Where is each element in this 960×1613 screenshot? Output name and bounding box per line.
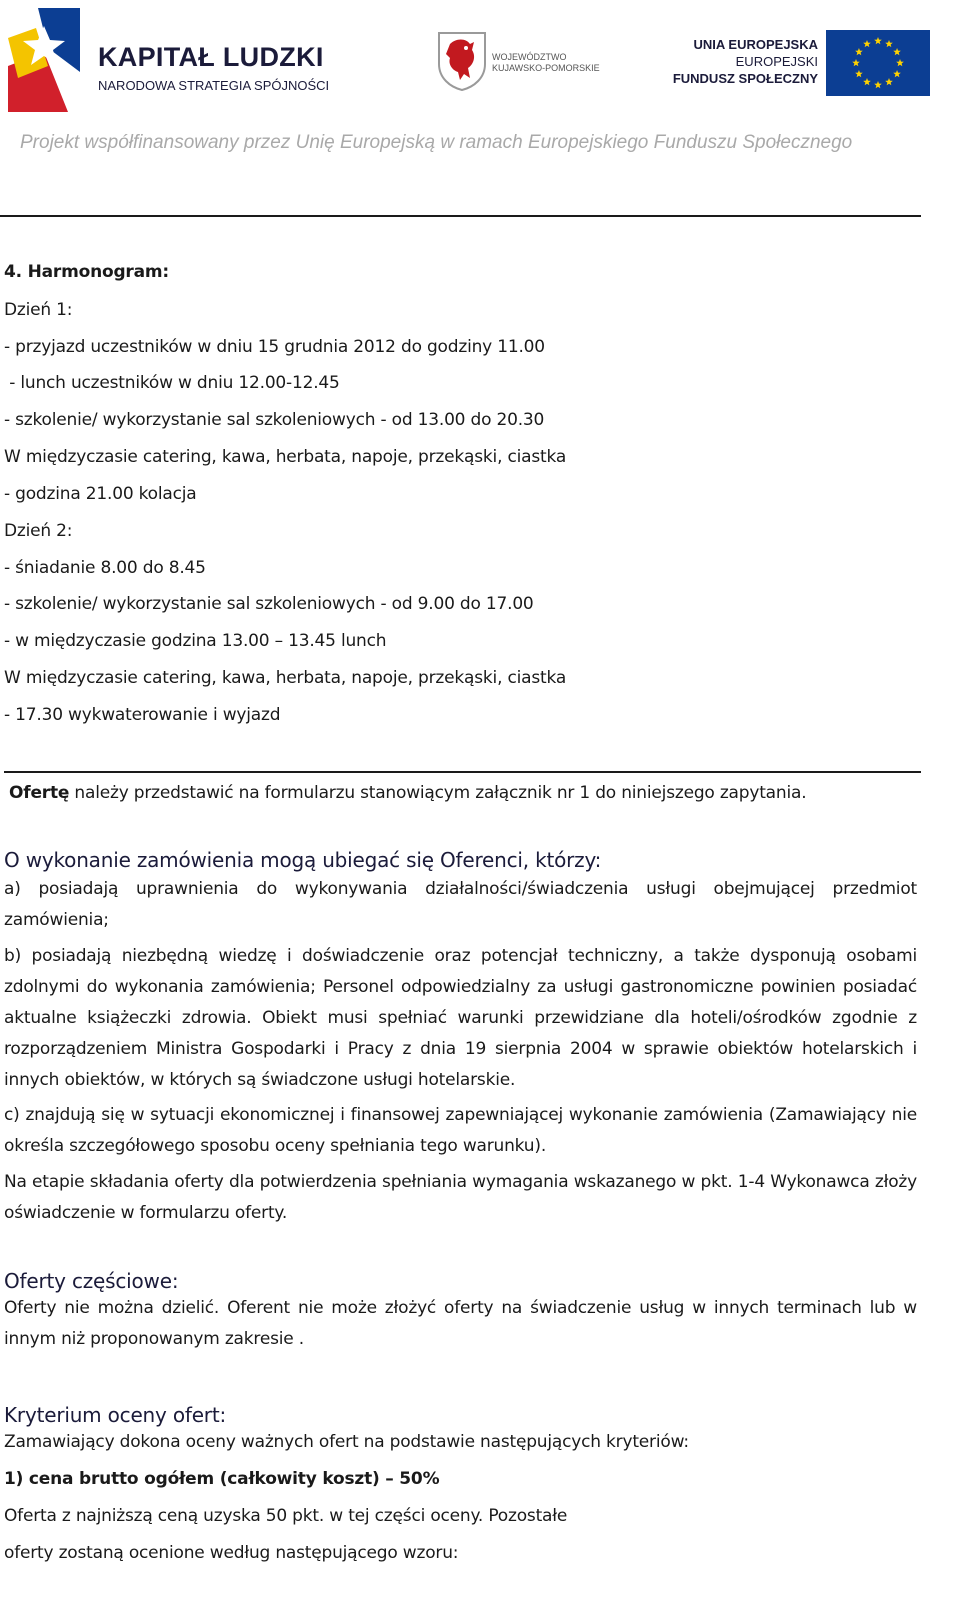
contractors-paragraph-c: c) znajdują się w sytuacji ekonomicznej i finansowej zapewniającej wykonanie zamówienia (Zamawiający nie określa szczegółowego sposobu oceny spełniania tego warunku). <box>4 1105 917 1156</box>
eu-line1: UNIA EUROPEJSKA <box>693 37 818 52</box>
schedule-line: Dzień 1: <box>4 300 73 320</box>
offer-note-rest: należy przedstawić na formularzu stanowiącym załącznik nr 1 do niniejszego zapytania. <box>69 783 807 803</box>
eu-logo <box>668 30 930 98</box>
wojewodztwo-text <box>492 52 600 74</box>
griffin-shield-icon <box>436 30 488 92</box>
schedule-line: W międzyczasie catering, kawa, herbata, napoje, przekąski, ciastka <box>4 668 567 688</box>
kapital-ludzki-subtitle: NARODOWA STRATEGIA SPÓJNOŚCI <box>98 78 330 93</box>
criteria-item-1: 1) cena brutto ogółem (całkowity koszt) – 50% <box>4 1469 440 1489</box>
kapital-ludzki-star-icon <box>8 8 80 112</box>
schedule-line: - lunch uczestników w dniu 12.00-12.45 <box>4 373 340 393</box>
schedule-line: Dzień 2: <box>4 521 73 541</box>
kapital-ludzki-logo <box>8 8 338 112</box>
eu-line2: EUROPEJSKI <box>735 54 818 69</box>
contractors-heading: O wykonanie zamówienia mogą ubiegać się Oferenci, którzy: <box>4 848 602 872</box>
criteria-text-line: oferty zostaną ocenione według następującego wzoru: <box>4 1543 459 1563</box>
eu-text <box>673 36 818 87</box>
schedule-title: 4. Harmonogram: <box>4 262 169 282</box>
schedule-line: - przyjazd uczestników w dniu 15 grudnia 2012 do godziny 11.00 <box>4 337 545 357</box>
contractors-paragraph-b: b) posiadają niezbędną wiedzę i doświadczenie oraz potencjał techniczny, a także dysponują osobami zdolnymi do wykonania zamówienia; Personel odpowiedzialny za usługi gastronomiczne powinien posiadać aktualne książeczki zdrowia. Obiekt musi spełniać warunki przewidziane dla hoteli/ośrodków zgodnie z rozporządzeniem Ministra Gospodarki i Pracy z dnia 19 sierpnia 2004 w sprawie obiektów hotelarskich i innych obiektów, w których są świadczone usługi hotelarskie. <box>4 946 917 1090</box>
partial-offers-heading: Oferty częściowe: <box>4 1269 179 1293</box>
offer-note <box>9 783 806 803</box>
eu-flag-icon <box>826 30 930 96</box>
schedule-line: - szkolenie/ wykorzystanie sal szkoleniowych - od 13.00 do 20.30 <box>4 410 545 430</box>
criteria-heading: Kryterium oceny ofert: <box>4 1403 227 1427</box>
schedule-line: - godzina 21.00 kolacja <box>4 484 197 504</box>
schedule-line: - w międzyczasie godzina 13.00 – 13.45 lunch <box>4 631 387 651</box>
wojewodztwo-logo <box>436 30 616 94</box>
schedule-line: - szkolenie/ wykorzystanie sal szkoleniowych - od 9.00 do 17.00 <box>4 594 534 614</box>
eu-line3: FUNDUSZ SPOŁECZNY <box>672 71 818 86</box>
section-divider <box>4 771 921 773</box>
wojewodztwo-line2: KUJAWSKO-POMORSKIE <box>492 63 600 73</box>
offer-note-bold: Ofertę <box>9 783 70 803</box>
criteria-text-line: Oferta z najniższą ceną uzyska 50 pkt. w tej części oceny. Pozostałe <box>4 1506 568 1526</box>
header-divider <box>0 215 921 217</box>
criteria-intro: Zamawiający dokona oceny ważnych ofert na podstawie następujących kryteriów: <box>4 1432 689 1452</box>
kapital-ludzki-title: KAPITAŁ LUDZKI <box>98 42 324 72</box>
schedule-line: - 17.30 wykwaterowanie i wyjazd <box>4 705 281 725</box>
cofinancing-tagline: Projekt współfinansowany przez Unię Europejską w ramach Europejskiego Funduszu Społecznego <box>20 132 853 153</box>
schedule-line: W międzyczasie catering, kawa, herbata, napoje, przekąski, ciastka <box>4 447 567 467</box>
contractors-paragraph-note: Na etapie składania oferty dla potwierdzenia spełniania wymagania wskazanego w pkt. 1-4 Wykonawca złoży oświadczenie w formularzu oferty. <box>4 1172 917 1223</box>
contractors-paragraph-a: a) posiadają uprawnienia do wykonywania działalności/świadczenia usługi obejmującej przedmiot zamówienia; <box>4 879 917 930</box>
partial-offers-text: Oferty nie można dzielić. Oferent nie może złożyć oferty na świadczenie usług w innych terminach lub w innym niż proponowanym zakresie . <box>4 1298 917 1349</box>
schedule-line: - śniadanie 8.00 do 8.45 <box>4 558 206 578</box>
wojewodztwo-line1: WOJEWÓDZTWO <box>492 52 567 62</box>
